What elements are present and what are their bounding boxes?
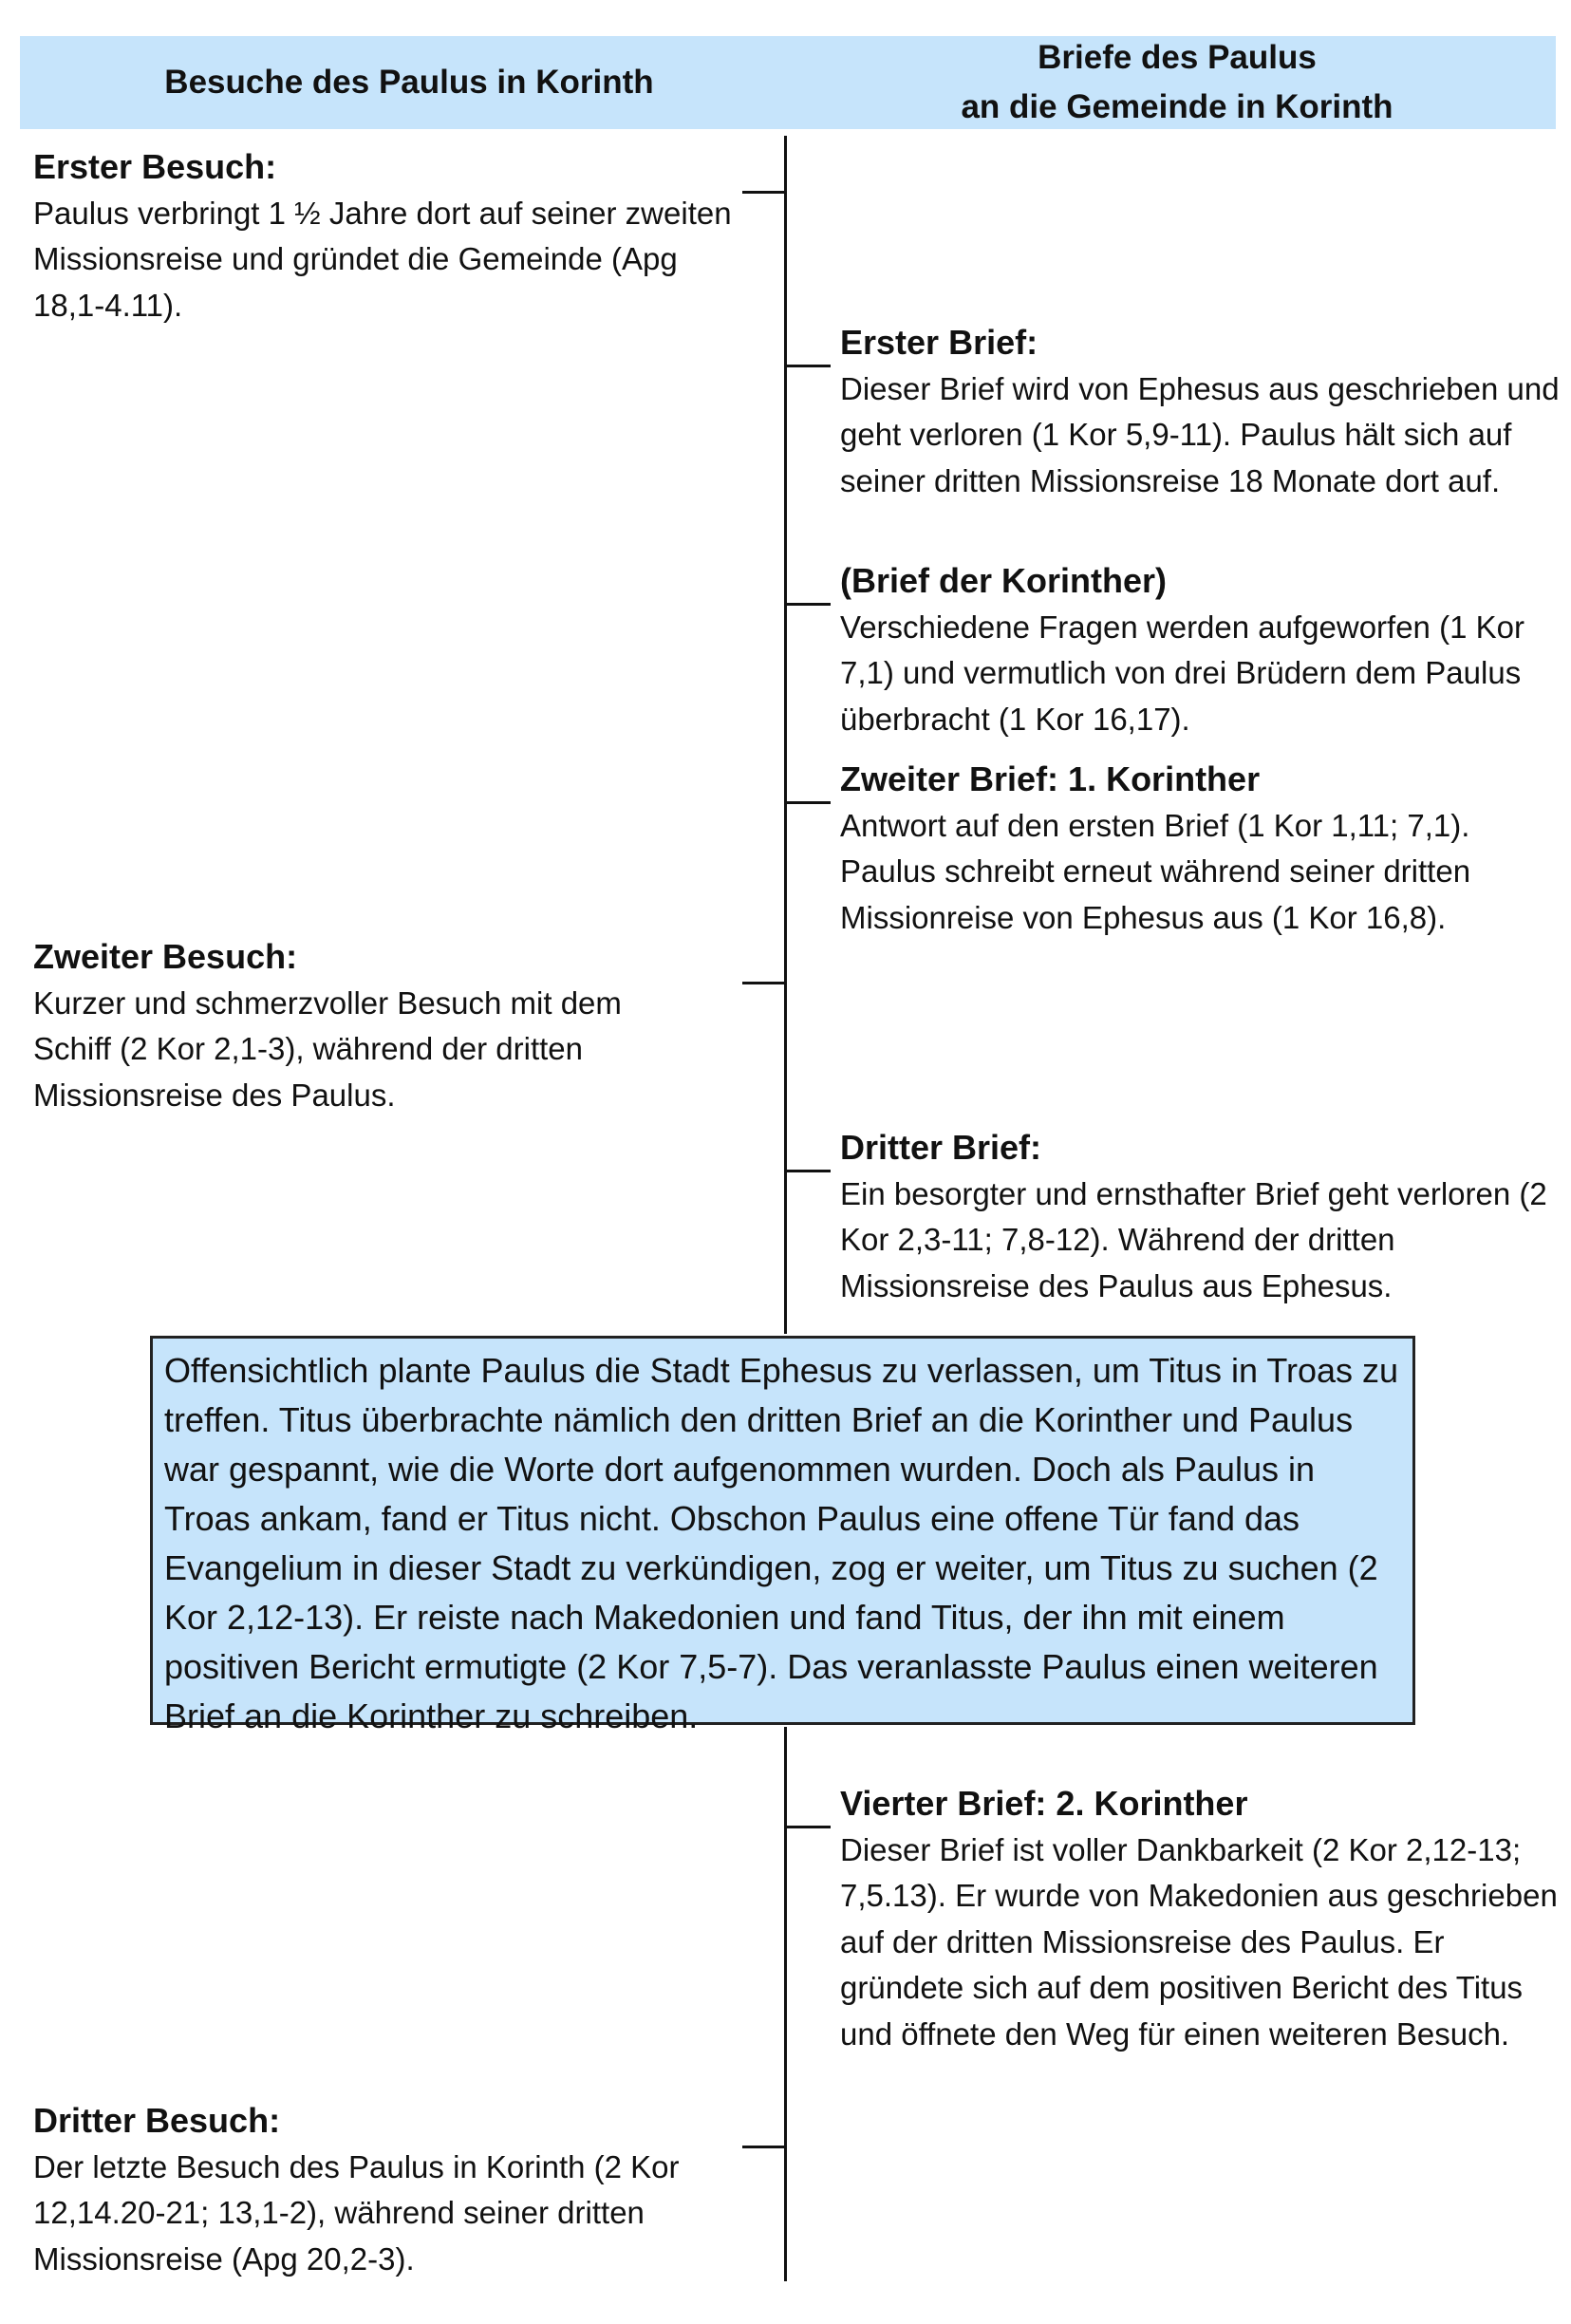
timeline-tick-visit-1	[742, 191, 784, 194]
letter-title: Zweiter Brief: 1. Korinther	[840, 759, 1261, 798]
header-letters-line1: Briefe des Paulus	[1038, 39, 1317, 76]
letter-block-5	[840, 1781, 1562, 2057]
letter-text: Dieser Brief wird von Ephesus aus geschrieben und geht verloren (1 Kor 5,9-11). Paulus hält sich auf seiner dritten Missionsreise 18 Monate dort auf.	[840, 370, 1560, 498]
letter-title: Dritter Brief:	[840, 1128, 1042, 1167]
visit-block-2	[33, 934, 698, 1118]
visit-block-3	[33, 2098, 736, 2282]
timeline-tick-letter-4	[787, 1170, 831, 1172]
timeline-tick-letter-1	[787, 365, 831, 367]
table-header	[20, 36, 1556, 129]
header-letters-line2: an die Gemeinde in Korinth	[961, 88, 1393, 125]
visit-title: Zweiter Besuch:	[33, 937, 298, 976]
visit-text: Der letzte Besuch des Paulus in Korinth (2 Kor 12,14.20-21; 13,1-2), während seiner dritten Missionsreise (Apg 20,2-3).	[33, 2148, 680, 2277]
visit-title: Erster Besuch:	[33, 147, 277, 186]
letter-block-3	[840, 757, 1562, 941]
timeline-tick-letter-5	[787, 1826, 831, 1828]
visit-title: Dritter Besuch:	[33, 2101, 281, 2140]
visit-text: Kurzer und schmerzvoller Besuch mit dem Schiff (2 Kor 2,1-3), während der dritten Missionsreise des Paulus.	[33, 984, 622, 1113]
visit-block-1	[33, 144, 736, 328]
letter-text: Antwort auf den ersten Brief (1 Kor 1,11; 7,1). Paulus schreibt erneut während seiner dritten Missionreise von Ephesus aus (1 Kor 16,8).	[840, 807, 1471, 935]
timeline-line-lower	[784, 1727, 787, 2281]
timeline-tick-visit-2	[742, 982, 784, 984]
letter-block-1	[840, 320, 1562, 504]
header-visits-label: Besuche des Paulus in Korinth	[164, 64, 654, 101]
header-letters-title	[798, 36, 1556, 129]
timeline-tick-letter-2	[787, 603, 831, 606]
header-visits-title	[20, 36, 798, 129]
letter-text: Dieser Brief ist voller Dankbarkeit (2 Kor 2,12-13; 7,5.13). Er wurde von Makedonien aus geschrieben auf der dritten Missionsreise des Paulus. Er gründete sich auf dem positiven Bericht des Titus und öffnete den Weg für einen weiteren Besuch.	[840, 1831, 1558, 2052]
timeline-tick-letter-3	[787, 801, 831, 804]
letter-block-2	[840, 558, 1562, 742]
visit-text: Paulus verbringt 1 ½ Jahre dort auf seiner zweiten Missionsreise und gründet die Gemeinde (Apg 18,1-4.11).	[33, 195, 732, 323]
letter-text: Ein besorgter und ernsthafter Brief geht verloren (2 Kor 2,3-11; 7,8-12). Während der dritten Missionsreise des Paulus aus Ephesus.	[840, 1175, 1547, 1303]
timeline-tick-visit-3	[742, 2146, 784, 2148]
letter-text: Verschiedene Fragen werden aufgeworfen (1 Kor 7,1) und vermutlich von drei Brüdern dem Paulus überbracht (1 Kor 16,17).	[840, 609, 1524, 737]
timeline-line-upper	[784, 136, 787, 1334]
letter-title: Vierter Brief: 2. Korinther	[840, 1784, 1248, 1823]
letter-title: (Brief der Korinther)	[840, 561, 1168, 600]
letter-title: Erster Brief:	[840, 323, 1038, 362]
letter-block-4	[840, 1125, 1562, 1309]
callout-box	[150, 1336, 1415, 1735]
callout-text: Offensichtlich plante Paulus die Stadt Ephesus zu verlassen, um Titus in Troas zu treffen. Titus überbrachte nämlich den dritten Brief an die Korinther und Paulus war gespannt, wie die Worte dort aufgenommen wurden. Doch als Paulus in Troas ankam, fand er Titus nicht. Obschon Paulus eine offene Tür fand das Evangelium in dieser Stadt zu verkündigen, zog er weiter, um Titus zu suchen (2 Kor 2,12-13). Er reiste nach Makedonien und fand Titus, der ihn mit einem positiven Bericht ermutigte (2 Kor 7,5-7). Das veranlasste Paulus einen weiteren Brief an die Korinther zu schreiben.	[164, 1351, 1399, 1735]
